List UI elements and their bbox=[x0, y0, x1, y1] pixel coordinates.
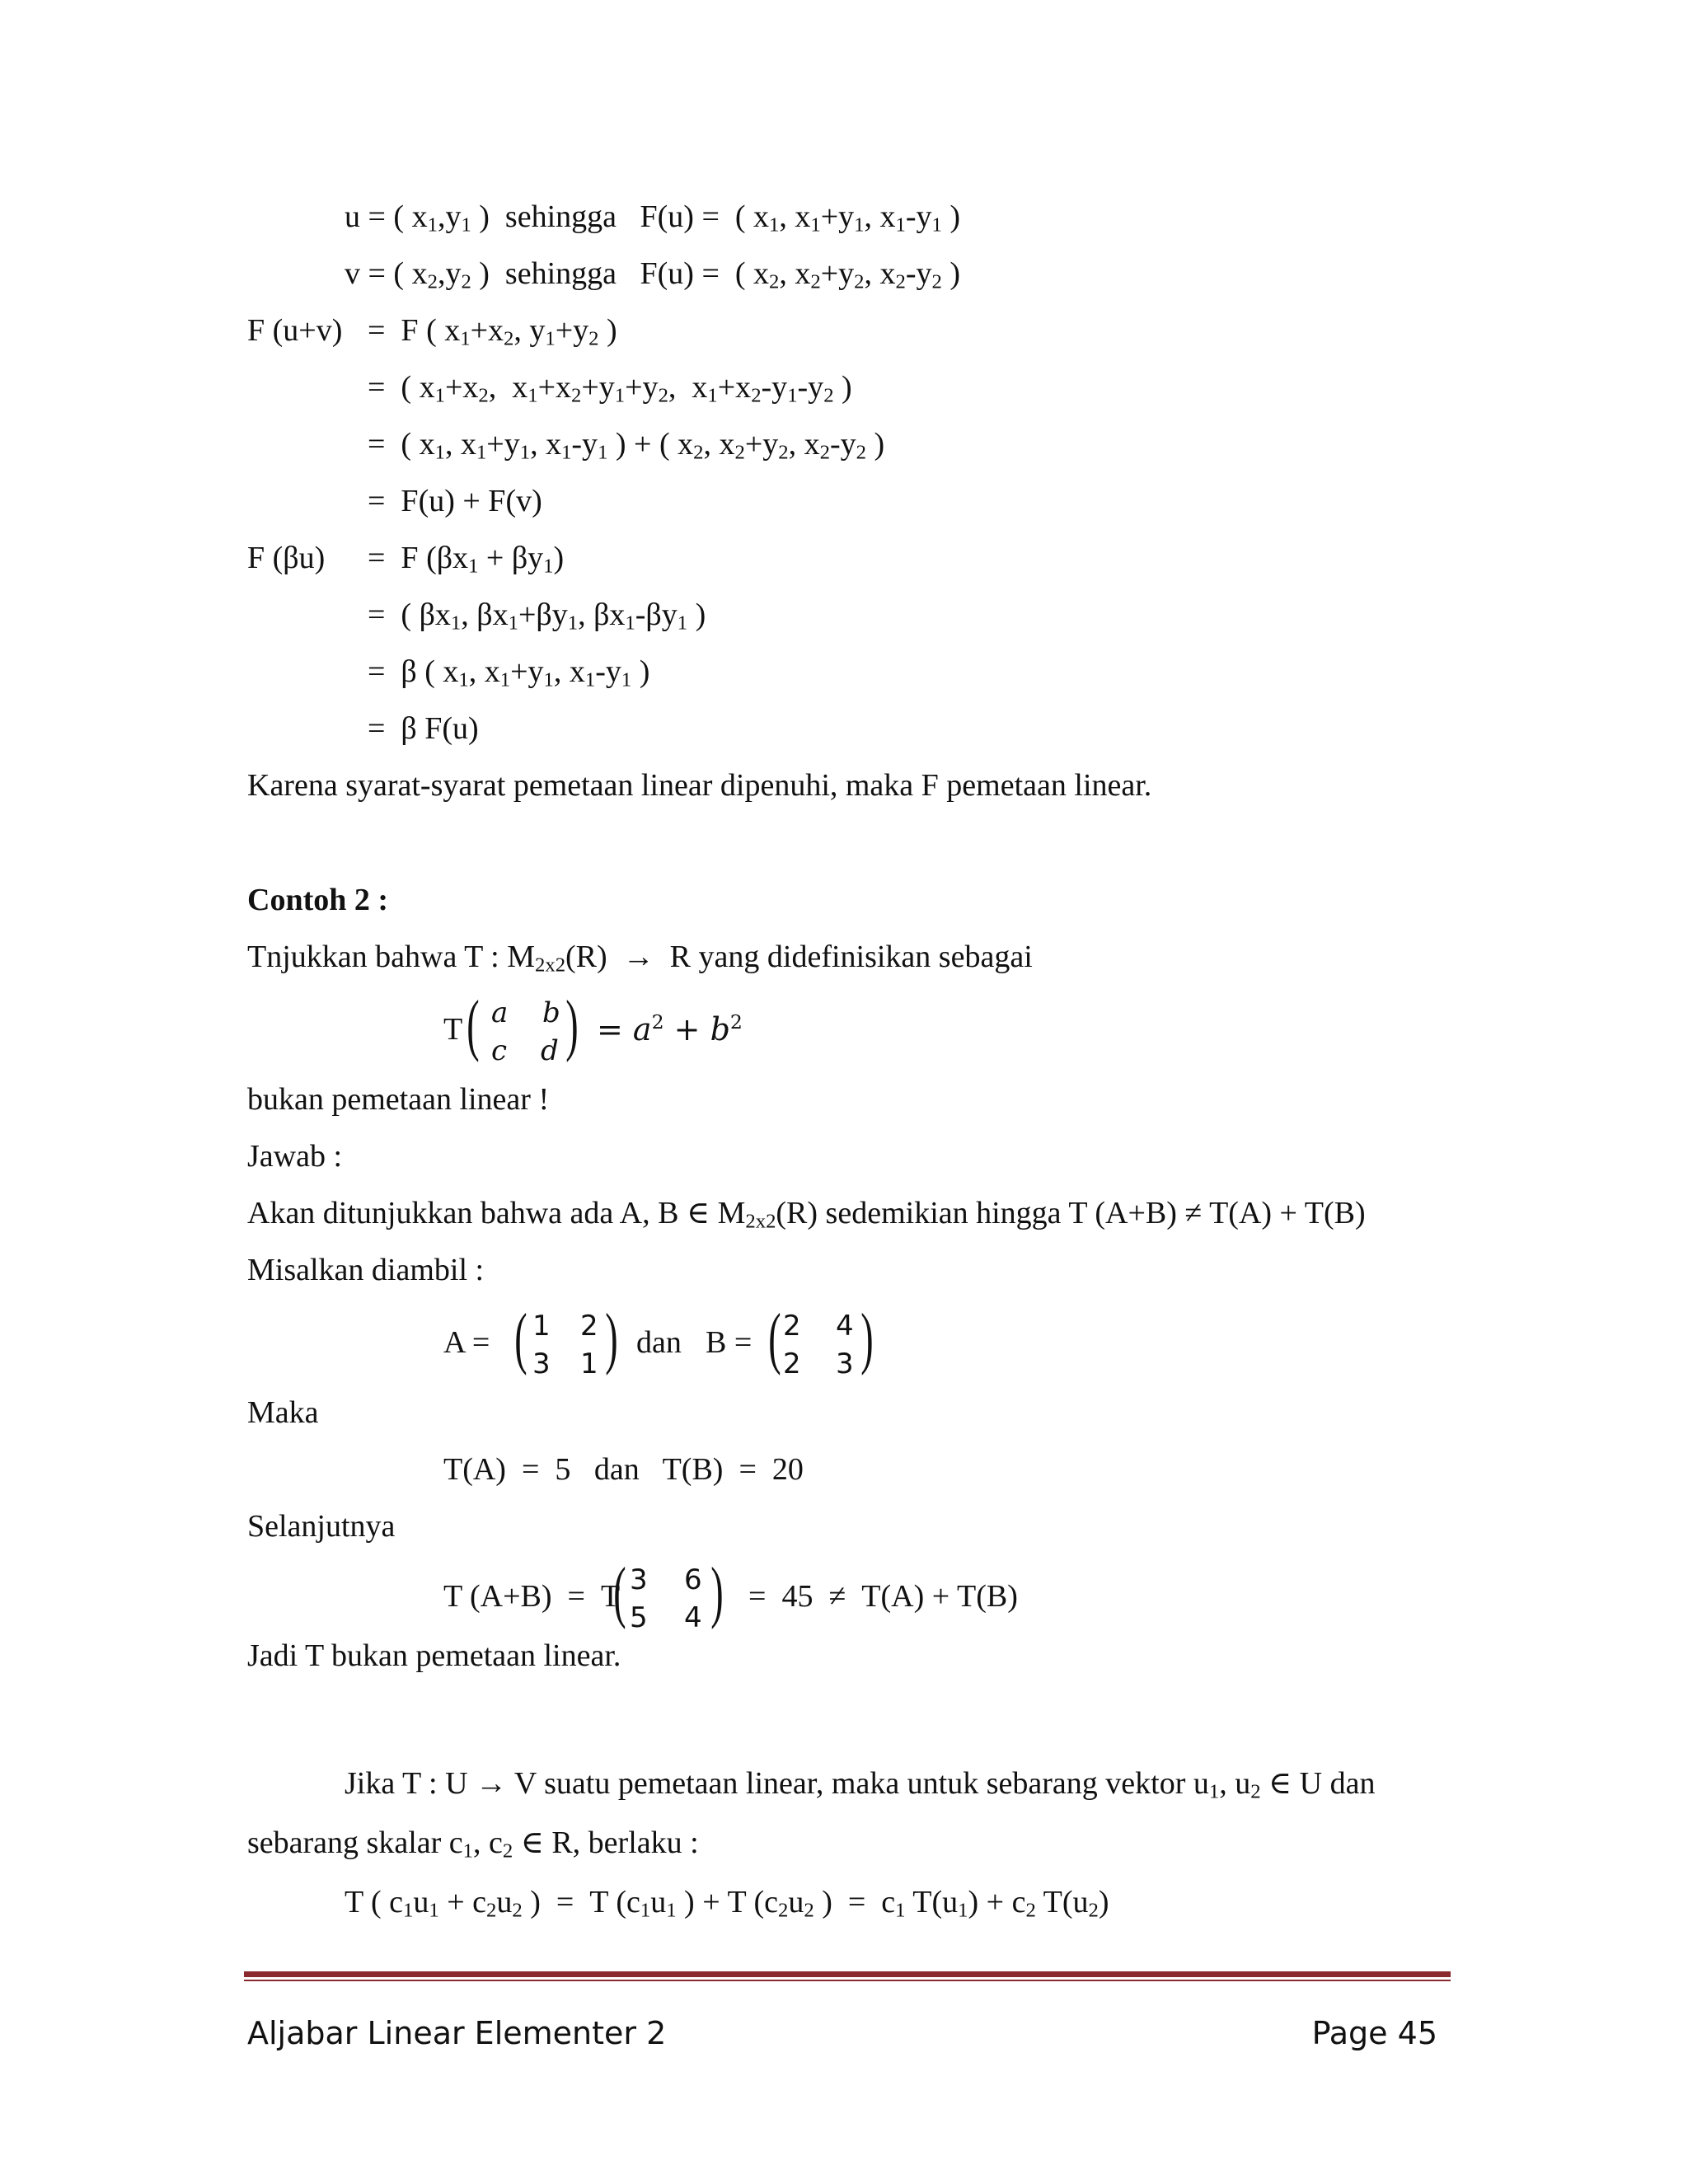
matrix-B-11: 2 bbox=[783, 1310, 801, 1343]
matrices-AB: A = ( 1 2 3 1 ) dan B = ( 2 4 2 3 ) bbox=[443, 1300, 874, 1380]
example-conclusion: Jadi T bukan pemetaan linear. bbox=[247, 1638, 621, 1673]
footer-page: Page 45 bbox=[1311, 2015, 1437, 2051]
selanjutnya-text: Selanjutnya bbox=[247, 1509, 396, 1544]
matrix-B-22: 3 bbox=[836, 1347, 854, 1380]
example-heading: Contoh 2 : bbox=[247, 883, 389, 917]
matrix-A-22: 1 bbox=[580, 1347, 598, 1380]
matrix-AB-21: 5 bbox=[630, 1601, 648, 1634]
proof-conclusion: Karena syarat-syarat pemetaan linear dipenuhi, maka F pemetaan linear. bbox=[247, 768, 1152, 803]
take-text: Misalkan diambil : bbox=[247, 1253, 485, 1287]
theorem-formula: T ( $c_1u_1 + c_2u_2$ ) = T ($c_1u_1$ ) + T ($c_2u_2$ ) = $c_1$ $T(u_1) + c_2$ $T(u_2)$ bbox=[345, 1885, 1109, 1922]
answer-intro: Akan ditunjukkan bahwa ada A, B ∈ $M_{2x2}(R)$ sedemikian hingga T (A+B) ≠ T(A) + T(B) bbox=[247, 1196, 1366, 1233]
ta-tb-values: T(A) = 5 dan T(B) = 20 bbox=[443, 1452, 804, 1487]
proof-eq-6: = ( $\beta x_1$, $\beta x_1+\beta y_1$, $\beta x_1-\beta y_1$ ) bbox=[368, 598, 706, 635]
tab-formula: T (A+B) = T ( 3 6 5 4 ) = 45 ≠ T(A) + T(B) bbox=[443, 1554, 1018, 1634]
dan-text-2: dan bbox=[593, 1452, 640, 1487]
theorem-line-1: Jika T : U → V suatu pemetaan linear, maka untuk sebarang vektor $u_1$, $u_2$ ∈ U dan bbox=[345, 1766, 1376, 1803]
tab-value: 45 bbox=[781, 1579, 814, 1614]
theorem-line-2: sebarang skalar $c_1$, $c_2$ ∈ R, berlaku : bbox=[247, 1825, 699, 1863]
maka-text: Maka bbox=[247, 1395, 319, 1430]
proof-line-v: v = ( $x_2,y_2$ ) sehingga F(u) = ( $x_2$, $x_2+y_2$, $x_2-y_2$ ) bbox=[345, 256, 961, 293]
footer-title: Aljabar Linear Elementer 2 bbox=[247, 2015, 667, 2051]
footer-rule-top bbox=[244, 1971, 1451, 1977]
matrix-AB-22: 4 bbox=[684, 1601, 702, 1634]
dan-text: dan bbox=[636, 1325, 682, 1360]
matrix-A-12: 2 bbox=[580, 1310, 598, 1343]
proof-label-fbu: F (βu) bbox=[247, 541, 326, 575]
tb-value: 20 bbox=[771, 1452, 804, 1487]
example-statement: Tnjukkan bahwa T : $M_{2x2}(R) \to R$ yang didefinisikan sebagai bbox=[247, 940, 1033, 977]
answer-label: Jawab : bbox=[247, 1139, 343, 1174]
matrix-AB-12: 6 bbox=[684, 1563, 702, 1596]
proof-eq-7: = β ( $x_1$, $x_1+y_1$, $x_1-y_1$ ) bbox=[368, 654, 650, 691]
matrix-B-12: 4 bbox=[836, 1310, 854, 1343]
matrix-AB-11: 3 bbox=[630, 1563, 648, 1596]
footer-rule-bottom bbox=[244, 1980, 1451, 1981]
matrix-A-21: 3 bbox=[532, 1347, 551, 1380]
ta-value: 5 bbox=[555, 1452, 571, 1487]
proof-eq-8: = β F(u) bbox=[368, 711, 479, 746]
statement-suffix: bukan pemetaan linear ! bbox=[247, 1082, 550, 1117]
proof-label-fuv: F (u+v) bbox=[247, 313, 343, 348]
proof-line-u: u = ( $x_1,y_1$ ) sehingga F(u) = ( $x_1$, $x_1+y_1$, $x_1-y_1$ ) bbox=[345, 199, 961, 237]
matrix-B-21: 2 bbox=[783, 1347, 801, 1380]
proof-eq-1: = F ( $x_1+x_2$, $y_1+y_2$ ) bbox=[368, 313, 617, 350]
proof-eq-4: = F(u) + F(v) bbox=[368, 484, 542, 518]
proof-eq-3: = ( $x_1$, $x_1+y_1$, $x_1-y_1$ ) + ( $x_2$, $x_2+y_2$, $x_2-y_2$ ) bbox=[368, 427, 885, 464]
proof-eq-5: = F $(\beta x_1 + \beta y_1)$ bbox=[368, 541, 565, 578]
proof-eq-2: = ( $x_1+x_2$, $x_1+x_2+y_1+y_2$, $x_1+x_2-y_1-y_2$ ) bbox=[368, 370, 852, 407]
matrix-A-11: 1 bbox=[532, 1310, 551, 1343]
